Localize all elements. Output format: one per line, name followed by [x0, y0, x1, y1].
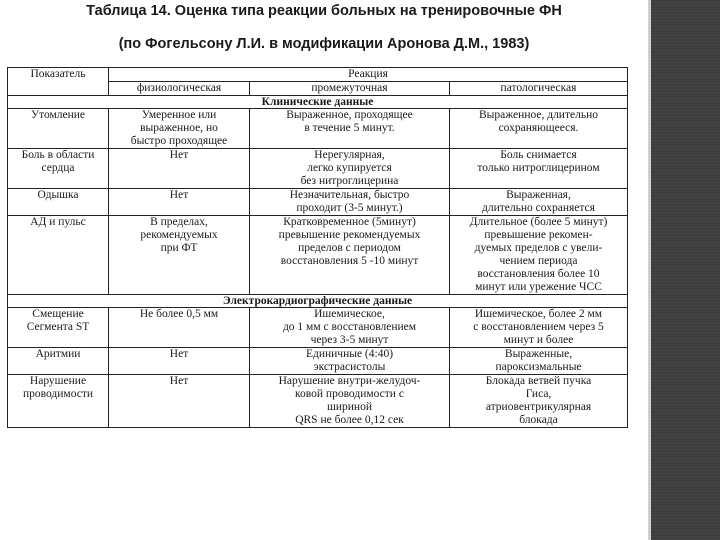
- cell-indicator: [8, 308, 109, 348]
- reaction-table: [7, 67, 628, 428]
- cell-line: Выраженное, проходящее: [286, 109, 413, 121]
- cell-line: Боль снимается: [500, 149, 577, 161]
- cell-line: Нет: [169, 375, 189, 387]
- cell-pathological: [450, 348, 628, 375]
- cell-physiological: [109, 308, 250, 348]
- cell-line: Нарушение: [29, 375, 87, 387]
- side-decoration-band: [648, 0, 720, 540]
- cell-line: блокада: [519, 414, 558, 426]
- cell-intermediate: [250, 375, 450, 428]
- cell-line: Не более 0,5 мм: [139, 308, 219, 320]
- cell-physiological: [109, 109, 250, 149]
- table-row: [8, 109, 628, 149]
- cell-indicator: [8, 149, 109, 189]
- cell-line: Нерегулярная,: [314, 149, 385, 161]
- cell-physiological: [109, 189, 250, 216]
- cell-pathological: [450, 216, 628, 295]
- cell-line: превышение рекомендуемых: [278, 229, 421, 241]
- cell-line: ковой проводимости с: [295, 388, 404, 400]
- cell-line: пределов с периодом: [298, 242, 401, 254]
- column-header-physiological: физиологическая: [109, 82, 250, 96]
- cell-pathological: [450, 149, 628, 189]
- cell-physiological: [109, 216, 250, 295]
- cell-line: только нитроглицерином: [477, 162, 600, 174]
- table-title: Таблица 14. Оценка типа реакции больных на тренировочные ФН: [86, 3, 562, 19]
- cell-indicator: [8, 216, 109, 295]
- cell-line: Блокада ветвей пучка: [485, 375, 592, 387]
- cell-line: Нарушение внутри-желудоч-: [278, 375, 421, 387]
- table-row: [8, 348, 628, 375]
- table-row: [8, 189, 628, 216]
- cell-line: быстро проходящее: [130, 135, 228, 147]
- cell-line: легко купируется: [307, 162, 392, 174]
- cell-intermediate: [250, 149, 450, 189]
- header-row-top: [8, 68, 628, 82]
- cell-line: Выраженные,: [504, 348, 573, 360]
- cell-line: Нет: [169, 149, 189, 161]
- column-header-pathological: патологическая: [450, 82, 628, 96]
- section-row: [8, 96, 628, 109]
- cell-line: QRS не более 0,12 сек: [295, 414, 404, 426]
- cell-intermediate: [250, 216, 450, 295]
- cell-line: Кратковременное (5минут): [283, 216, 416, 228]
- cell-indicator: [8, 189, 109, 216]
- cell-line: восстановления более 10: [477, 268, 600, 280]
- cell-physiological: [109, 149, 250, 189]
- cell-line: через 3-5 минут: [310, 334, 389, 346]
- cell-line: Одышка: [37, 189, 79, 201]
- table-row: [8, 375, 628, 428]
- cell-line: шириной: [327, 401, 372, 413]
- cell-line: без нитроглицерина: [300, 175, 399, 187]
- cell-intermediate: [250, 109, 450, 149]
- cell-line: Нет: [169, 189, 189, 201]
- cell-indicator: [8, 375, 109, 428]
- cell-line: Выраженное, длительно: [479, 109, 598, 121]
- cell-intermediate: [250, 189, 450, 216]
- cell-line: Ишемическое, более 2 мм: [474, 308, 603, 320]
- cell-line: Аритмии: [35, 348, 81, 360]
- cell-intermediate: [250, 308, 450, 348]
- cell-line: Длительное (более 5 минут): [469, 216, 608, 228]
- cell-line: В пределах,: [150, 216, 208, 228]
- cell-line: Гиса,: [525, 388, 552, 400]
- table-row: [8, 308, 628, 348]
- cell-line: Ишемическое,: [314, 308, 385, 320]
- cell-physiological: [109, 348, 250, 375]
- cell-pathological: [450, 109, 628, 149]
- section-title: Клинические данные: [8, 96, 628, 109]
- table-subtitle: (по Фогельсону Л.И. в модификации Аронова Д.М., 1983): [118, 36, 530, 52]
- cell-line: Боль в области: [21, 149, 95, 161]
- cell-line: Утомление: [30, 109, 86, 121]
- cell-line: Незначительная, быстро: [289, 189, 410, 201]
- side-band-texture: [648, 0, 720, 540]
- cell-indicator: [8, 348, 109, 375]
- cell-line: Сегмента ST: [26, 321, 90, 333]
- cell-line: минут или урежение ЧСС: [475, 281, 602, 293]
- cell-line: восстановления 5 -10 минут: [280, 255, 419, 267]
- cell-line: превышение рекомен-: [484, 229, 593, 241]
- cell-line: до 1 мм с восстановлением: [282, 321, 417, 333]
- cell-line: Умеренное или: [141, 109, 217, 121]
- cell-line: пароксизмальные: [495, 361, 582, 373]
- cell-line: Смещение: [32, 308, 84, 320]
- cell-line: сердца: [41, 162, 75, 174]
- cell-pathological: [450, 189, 628, 216]
- cell-line: чением периода: [499, 255, 578, 267]
- cell-line: длительно сохраняется: [482, 202, 595, 214]
- table-row: [8, 149, 628, 189]
- cell-line: минут и более: [503, 334, 574, 346]
- cell-line: с восстановлением через 5: [473, 321, 604, 333]
- cell-indicator: [8, 109, 109, 149]
- cell-line: дуемых пределов с увели-: [474, 242, 603, 254]
- cell-line: при ФТ: [160, 242, 198, 254]
- cell-physiological: [109, 375, 250, 428]
- cell-line: Нет: [169, 348, 189, 360]
- reaction-header: Реакция: [109, 68, 628, 82]
- side-band-edge: [648, 0, 651, 540]
- cell-line: экстрасистолы: [313, 361, 386, 373]
- cell-line: Единичные (4:40): [305, 348, 394, 360]
- cell-line: в течение 5 минут.: [304, 122, 395, 134]
- indicator-header: Показатель: [8, 68, 109, 96]
- cell-pathological: [450, 375, 628, 428]
- table-row: [8, 216, 628, 295]
- cell-line: рекомендуемых: [140, 229, 218, 241]
- column-header-intermediate: промежуточная: [250, 82, 450, 96]
- cell-line: проводимости: [22, 388, 94, 400]
- cell-line: проходит (3-5 минут.): [296, 202, 403, 214]
- section-row: [8, 295, 628, 308]
- cell-pathological: [450, 308, 628, 348]
- cell-line: АД и пульс: [30, 216, 86, 228]
- cell-intermediate: [250, 348, 450, 375]
- cell-line: Выраженная,: [506, 189, 571, 201]
- cell-line: сохраняющееся.: [498, 122, 579, 134]
- section-title: Электрокардиографические данные: [8, 295, 628, 308]
- cell-line: выраженное, но: [140, 122, 218, 134]
- cell-line: атриовентрикулярная: [485, 401, 592, 413]
